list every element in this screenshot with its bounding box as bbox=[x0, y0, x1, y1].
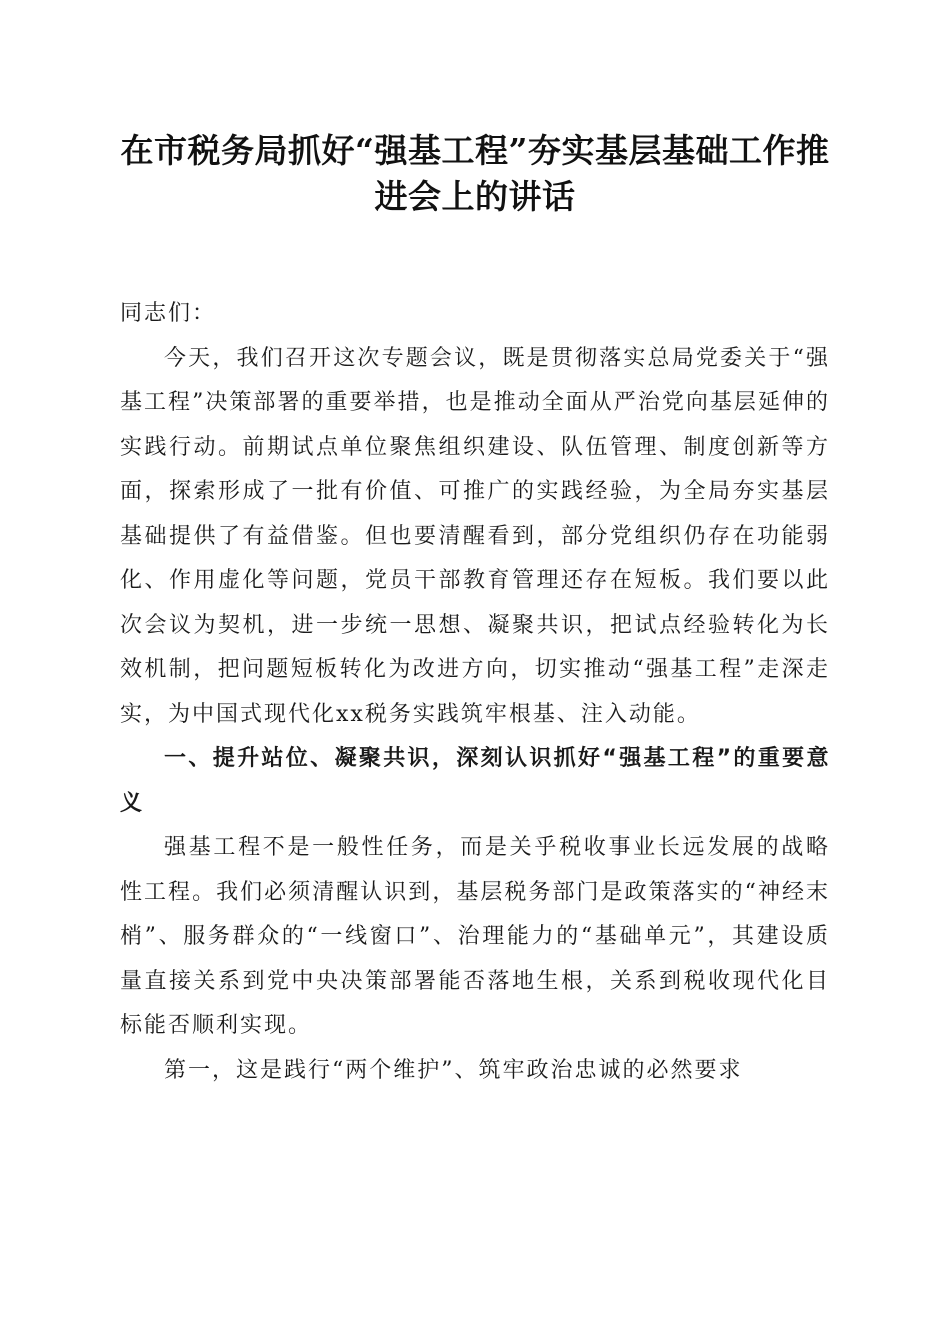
section-heading-1: 一、提升站位、凝聚共识，深刻认识抓好“强基工程”的重要意义 bbox=[120, 746, 830, 816]
paragraph-intro: 今天，我们召开这次专题会议，既是贯彻落实总局党委关于“强基工程”决策部署的重要举措，也是推动全面从严治党向基层延伸的实践行动。前期试点单位聚焦组织建设、队伍管理、制度创新等方面，探索形成了一批有价值、可推广的实践经验，为全局夯实基层基础提供了有益借鉴。但也要清醒看到，部分党组织仍存在功能弱化、作用虚化等问题，党员干部教育管理还存在短板。我们要以此次会议为契机，进一步统一思想、凝聚共识，把试点经验转化为长效机制，把问题短板转化为改进方向，切实推动“强基工程”走深走实，为中国式现代化xx税务实践筑牢根基、注入动能。 bbox=[120, 345, 830, 727]
paragraph-significance: 强基工程不是一般性任务，而是关乎税收事业长远发展的战略性工程。我们必须清醒认识到，基层税务部门是政策落实的“神经末梢”、服务群众的“一线窗口”、治理能力的“基础单元”，其建设质量直接关系到党中央决策部署能否落地生根，关系到税收现代化目标能否顺利实现。 bbox=[120, 835, 830, 1038]
document-title: 在市税务局抓好“强基工程”夯实基层基础工作推进会上的讲话 bbox=[120, 131, 830, 216]
salutation: 同志们： bbox=[120, 301, 217, 326]
document-body bbox=[120, 128, 830, 1093]
paragraph-first-point: 第一，这是践行“两个维护”、筑牢政治忠诚的必然要求 bbox=[164, 1057, 743, 1083]
speech-text bbox=[120, 292, 830, 1093]
